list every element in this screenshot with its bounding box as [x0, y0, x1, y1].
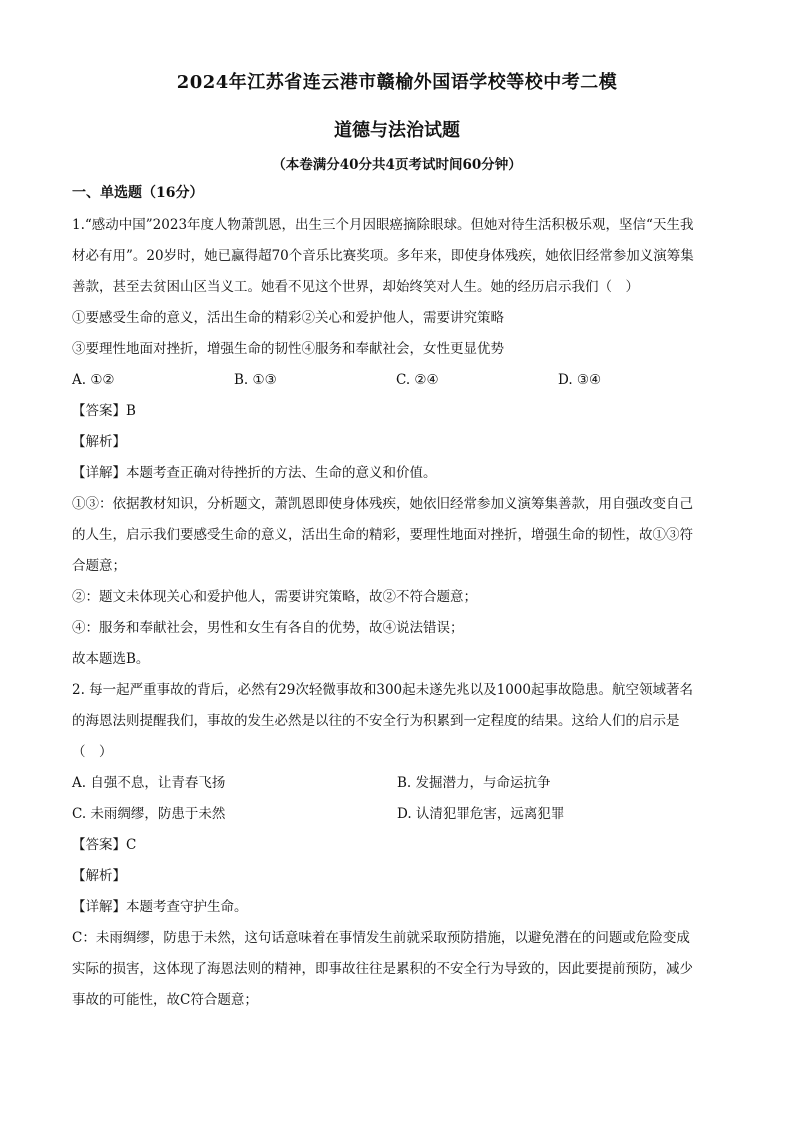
subject-title: 道德与法治试题 — [334, 120, 460, 141]
q2-detail-line: 【详解】本题考查守护生命。 — [72, 899, 248, 915]
q1-detail-line: ④：服务和奉献社会，男性和女生有各自的优势，故④说法错误； — [72, 620, 464, 636]
q1-detail-line: 合题意； — [72, 558, 126, 574]
q2-detail-line: C：未雨绸缪，防患于未然，这句话意味着在事情发生前就采取预防措施，以避免潜在的问题或危险变成 — [72, 930, 690, 946]
question-2 — [72, 675, 722, 1016]
q1-detail-line: 【详解】本题考查正确对待挫折的方法、生命的意义和价值。 — [72, 465, 437, 481]
q1-stem-line: 材必有用”。20岁时，她已赢得超70个音乐比赛奖项。多年来，即使身体残疾，她依旧经常参加义演筹集 — [72, 248, 694, 264]
q2-stem-line: 2. 每一起严重事故的背后，必然有29次轻微事故和300起未遂先兆以及1000起事故隐患。航空领域著名 — [72, 682, 693, 698]
q2-stem-line: （ ） — [72, 744, 113, 760]
q2-detail-line: 实际的损害，这体现了海恩法则的精神，即事故往往是累积的不安全行为导致的，因此要提前预防，减少 — [72, 961, 693, 977]
question-1 — [72, 210, 722, 675]
q2-options — [72, 768, 722, 830]
q1-option-c: C. ②④ — [396, 372, 439, 388]
exam-note: （本卷满分40分共4页考试时间60分钟） — [272, 157, 522, 173]
q1-option-a: A. ①② — [72, 372, 115, 388]
q1-stem-line: 1.“感动中国”2023年度人物萧凯恩，出生三个月因眼癌摘除眼球。但她对待生活积极乐观，坚信“天生我 — [72, 217, 694, 233]
q1-detail-line: ①③：依据教材知识，分析题文，萧凯恩即使身体残疾，她依旧经常参加义演筹集善款，用自强改变自己 — [72, 496, 693, 512]
section-heading: 一、单选题（16分） — [72, 185, 204, 201]
q1-answer: 【答案】B — [72, 403, 136, 419]
page-title: 2024年江苏省连云港市赣榆外国语学校等校中考二模 — [176, 72, 618, 93]
q1-detail-line: 的人生，启示我们要感受生命的意义，活出生命的精彩，要理性地面对挫折，增强生命的韧性，故①③符 — [72, 527, 693, 543]
q1-detail-line: ②：题文未体现关心和爱护他人，需要讲究策略，故②不符合题意； — [72, 589, 477, 605]
q1-statement-line: ③要理性地面对挫折，增强生命的韧性④服务和奉献社会，女性更显优势 — [72, 341, 504, 357]
q2-answer: 【答案】C — [72, 837, 137, 853]
q1-analysis-label: 【解析】 — [72, 434, 126, 450]
q1-option-d: D. ③④ — [558, 372, 602, 388]
q2-option-b: B. 发掘潜力，与命运抗争 — [397, 775, 551, 791]
q2-option-a: A. 自强不息，让青春飞扬 — [72, 775, 226, 791]
q2-option-c: C. 未雨绸缪，防患于未然 — [72, 806, 226, 822]
q2-option-d: D. 认清犯罪危害，远离犯罪 — [397, 806, 565, 822]
q2-stem-line: 的海恩法则提醒我们，事故的发生必然是以往的不安全行为积累到一定程度的结果。这给人们的启示是 — [72, 713, 680, 729]
q1-statement-line: ①要感受生命的意义，活出生命的精彩②关心和爱护他人，需要讲究策略 — [72, 310, 504, 326]
q1-option-b: B. ①③ — [234, 372, 277, 388]
q2-detail-line: 事故的可能性，故C符合题意； — [72, 992, 258, 1008]
q1-stem-line: 善款，甚至去贫困山区当义工。她看不见这个世界，却始终笑对人生。她的经历启示我们（ ） — [72, 279, 639, 295]
q1-options — [72, 365, 722, 396]
q2-analysis-label: 【解析】 — [72, 868, 126, 884]
q1-detail-line: 故本题选B。 — [72, 651, 150, 667]
